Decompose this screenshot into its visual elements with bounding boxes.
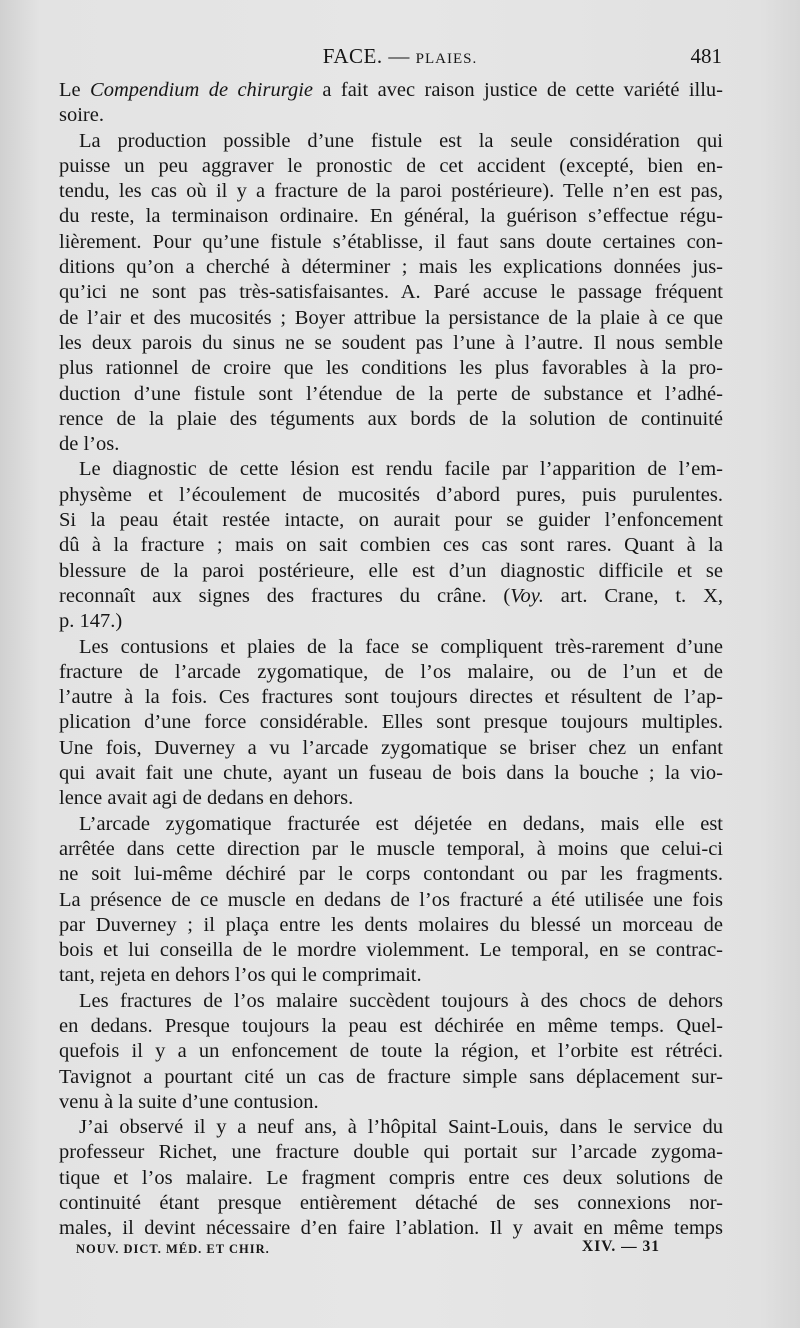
text-line: en dedans. Presque toujours la peau est déchirée en même temps. Quel- — [59, 1014, 723, 1037]
text-line: continuité étant presque entièrement détaché de ses connexions nor- — [59, 1192, 723, 1215]
italic-phrase: Compendium de chirurgie — [90, 79, 313, 101]
text-line: L’arcade zygomatique fracturée est déjetée en dedans, mais elle est — [79, 812, 723, 835]
footer-volume-sheet: XIV. — 31 — [582, 1238, 661, 1255]
text-line: du reste, la terminaison ordinaire. En général, la guérison s’effectue régu- — [59, 205, 723, 228]
text-line: de l’os. — [59, 433, 120, 456]
text-line: tendu, les cas où il y a fracture de la paroi postérieure). Telle n’en est pas, — [59, 180, 723, 203]
page-footer — [0, 1238, 800, 1260]
text-line: tant, rejeta en dehors l’os qui le comprimait. — [59, 964, 422, 987]
text-line: physème et l’écoulement de mucosités d’abord pures, puis purulentes. — [59, 483, 723, 506]
text-line: par Duverney ; il plaça entre les dents molaires du blessé un morceau de — [59, 913, 723, 936]
italic-phrase: Voy. — [510, 584, 544, 607]
text-line: p. 147.) — [59, 610, 123, 633]
text-line: J’ai observé il y a neuf ans, à l’hôpital Saint-Louis, dans le service du — [79, 1116, 723, 1139]
text-line: Le Compendium de chirurgie a fait avec raison justice de cette variété illu- — [59, 79, 723, 101]
text-line: qui avait fait une chute, ayant un fuseau de bois dans la bouche ; la vio- — [59, 762, 723, 785]
text-line: plication d’une force considérable. Elles sont presque toujours multiples. — [59, 711, 723, 734]
text-line: duction d’une fistule sont l’étendue de la perte de substance et l’adhé- — [59, 382, 723, 405]
text-line: de l’air et des mucosités ; Boyer attribue la persistance de la plaie à ce que — [59, 306, 723, 329]
text-line: Une fois, Duverney a vu l’arcade zygomatique se briser chez un enfant — [59, 736, 723, 759]
text-line: Les contusions et plaies de la face se compliquent très-rarement d’une — [79, 635, 723, 658]
text-line: venu à la suite d’une contusion. — [59, 1090, 319, 1113]
text-line: males, il devint nécessaire d’en faire l’ablation. Il y avait en même temps — [59, 1217, 723, 1240]
running-title — [0, 44, 800, 69]
running-title-small: PLAIES. — [415, 51, 478, 67]
text-line: rence de la plaie des téguments aux bords de la solution de continuité — [59, 407, 723, 430]
text-line: lence avait agi de dedans en dehors. — [59, 787, 354, 810]
text-line: dû à la fracture ; mais on sait combien ces cas sont rares. Quant à la — [59, 534, 723, 557]
running-title-main: FACE. — — [322, 44, 410, 68]
text-line: plus rationnel de croire que les conditions les plus favorables à la pro- — [59, 357, 723, 380]
text-line: fracture de l’arcade zygomatique, de l’os malaire, ou de l’un et de — [59, 660, 723, 683]
text-line: La production possible d’une fistule est la seule considération qui — [79, 129, 723, 152]
running-head — [0, 44, 800, 74]
text-line: La présence de ce muscle en dedans de l’os fracturé a été utilisée une fois — [59, 888, 723, 911]
text-line: ditions qu’on a cherché à déterminer ; mais les explications données jus- — [59, 256, 723, 279]
text-line: quefois il y a un enfoncement de toute la région, et l’orbite est rétréci. — [59, 1040, 723, 1063]
text-line: lièrement. Pour qu’une fistule s’établisse, il faut sans doute certaines con- — [59, 230, 723, 253]
page-number: 481 — [690, 44, 722, 68]
text-line: Si la peau était restée intacte, on aurait pour se guider l’enfoncement — [59, 509, 723, 532]
text-line: soire. — [59, 104, 104, 127]
text-line: blessure de la paroi postérieure, elle est d’un diagnostic difficile et se — [59, 559, 723, 582]
text-line: reconnaît aux signes des fractures du crâne. (Voy. art. Crane, t. X, — [59, 584, 723, 607]
text-line: l’autre à la fois. Ces fractures sont toujours directes et résultent de l’ap- — [59, 686, 723, 709]
text-line: professeur Richet, une fracture double qui portait sur l’arcade zygoma- — [59, 1141, 723, 1164]
text-line: ne soit lui-même déchiré par le corps contondant ou par les fragments. — [59, 863, 723, 886]
text-line: Tavignot a pourtant cité un cas de fracture simple sans déplacement sur- — [59, 1065, 723, 1088]
text-line: puisse un peu aggraver le pronostic de cet accident (excepté, bien en- — [59, 154, 723, 177]
text-line: Les fractures de l’os malaire succèdent toujours à des chocs de dehors — [79, 989, 723, 1012]
text-line: qu’ici ne sont pas très-satisfaisantes. A. Paré accuse le passage fréquent — [59, 281, 723, 304]
text-line: tique et l’os malaire. Le fragment compris entre ces deux solutions de — [59, 1166, 723, 1189]
text-line: les deux parois du sinus ne se soudent pas l’une à l’autre. Il nous semble — [59, 331, 723, 354]
text-line: Le diagnostic de cette lésion est rendu facile par l’apparition de l’em- — [79, 458, 723, 481]
footer-signature: NOUV. DICT. MÉD. ET CHIR. — [76, 1242, 270, 1256]
text-line: bois et lui conseilla de le mordre violemment. Le temporal, en se contrac- — [59, 939, 723, 962]
text-line: arrêtée dans cette direction par le muscle temporal, à moins que celui-ci — [59, 837, 723, 860]
body-text — [59, 78, 723, 1242]
